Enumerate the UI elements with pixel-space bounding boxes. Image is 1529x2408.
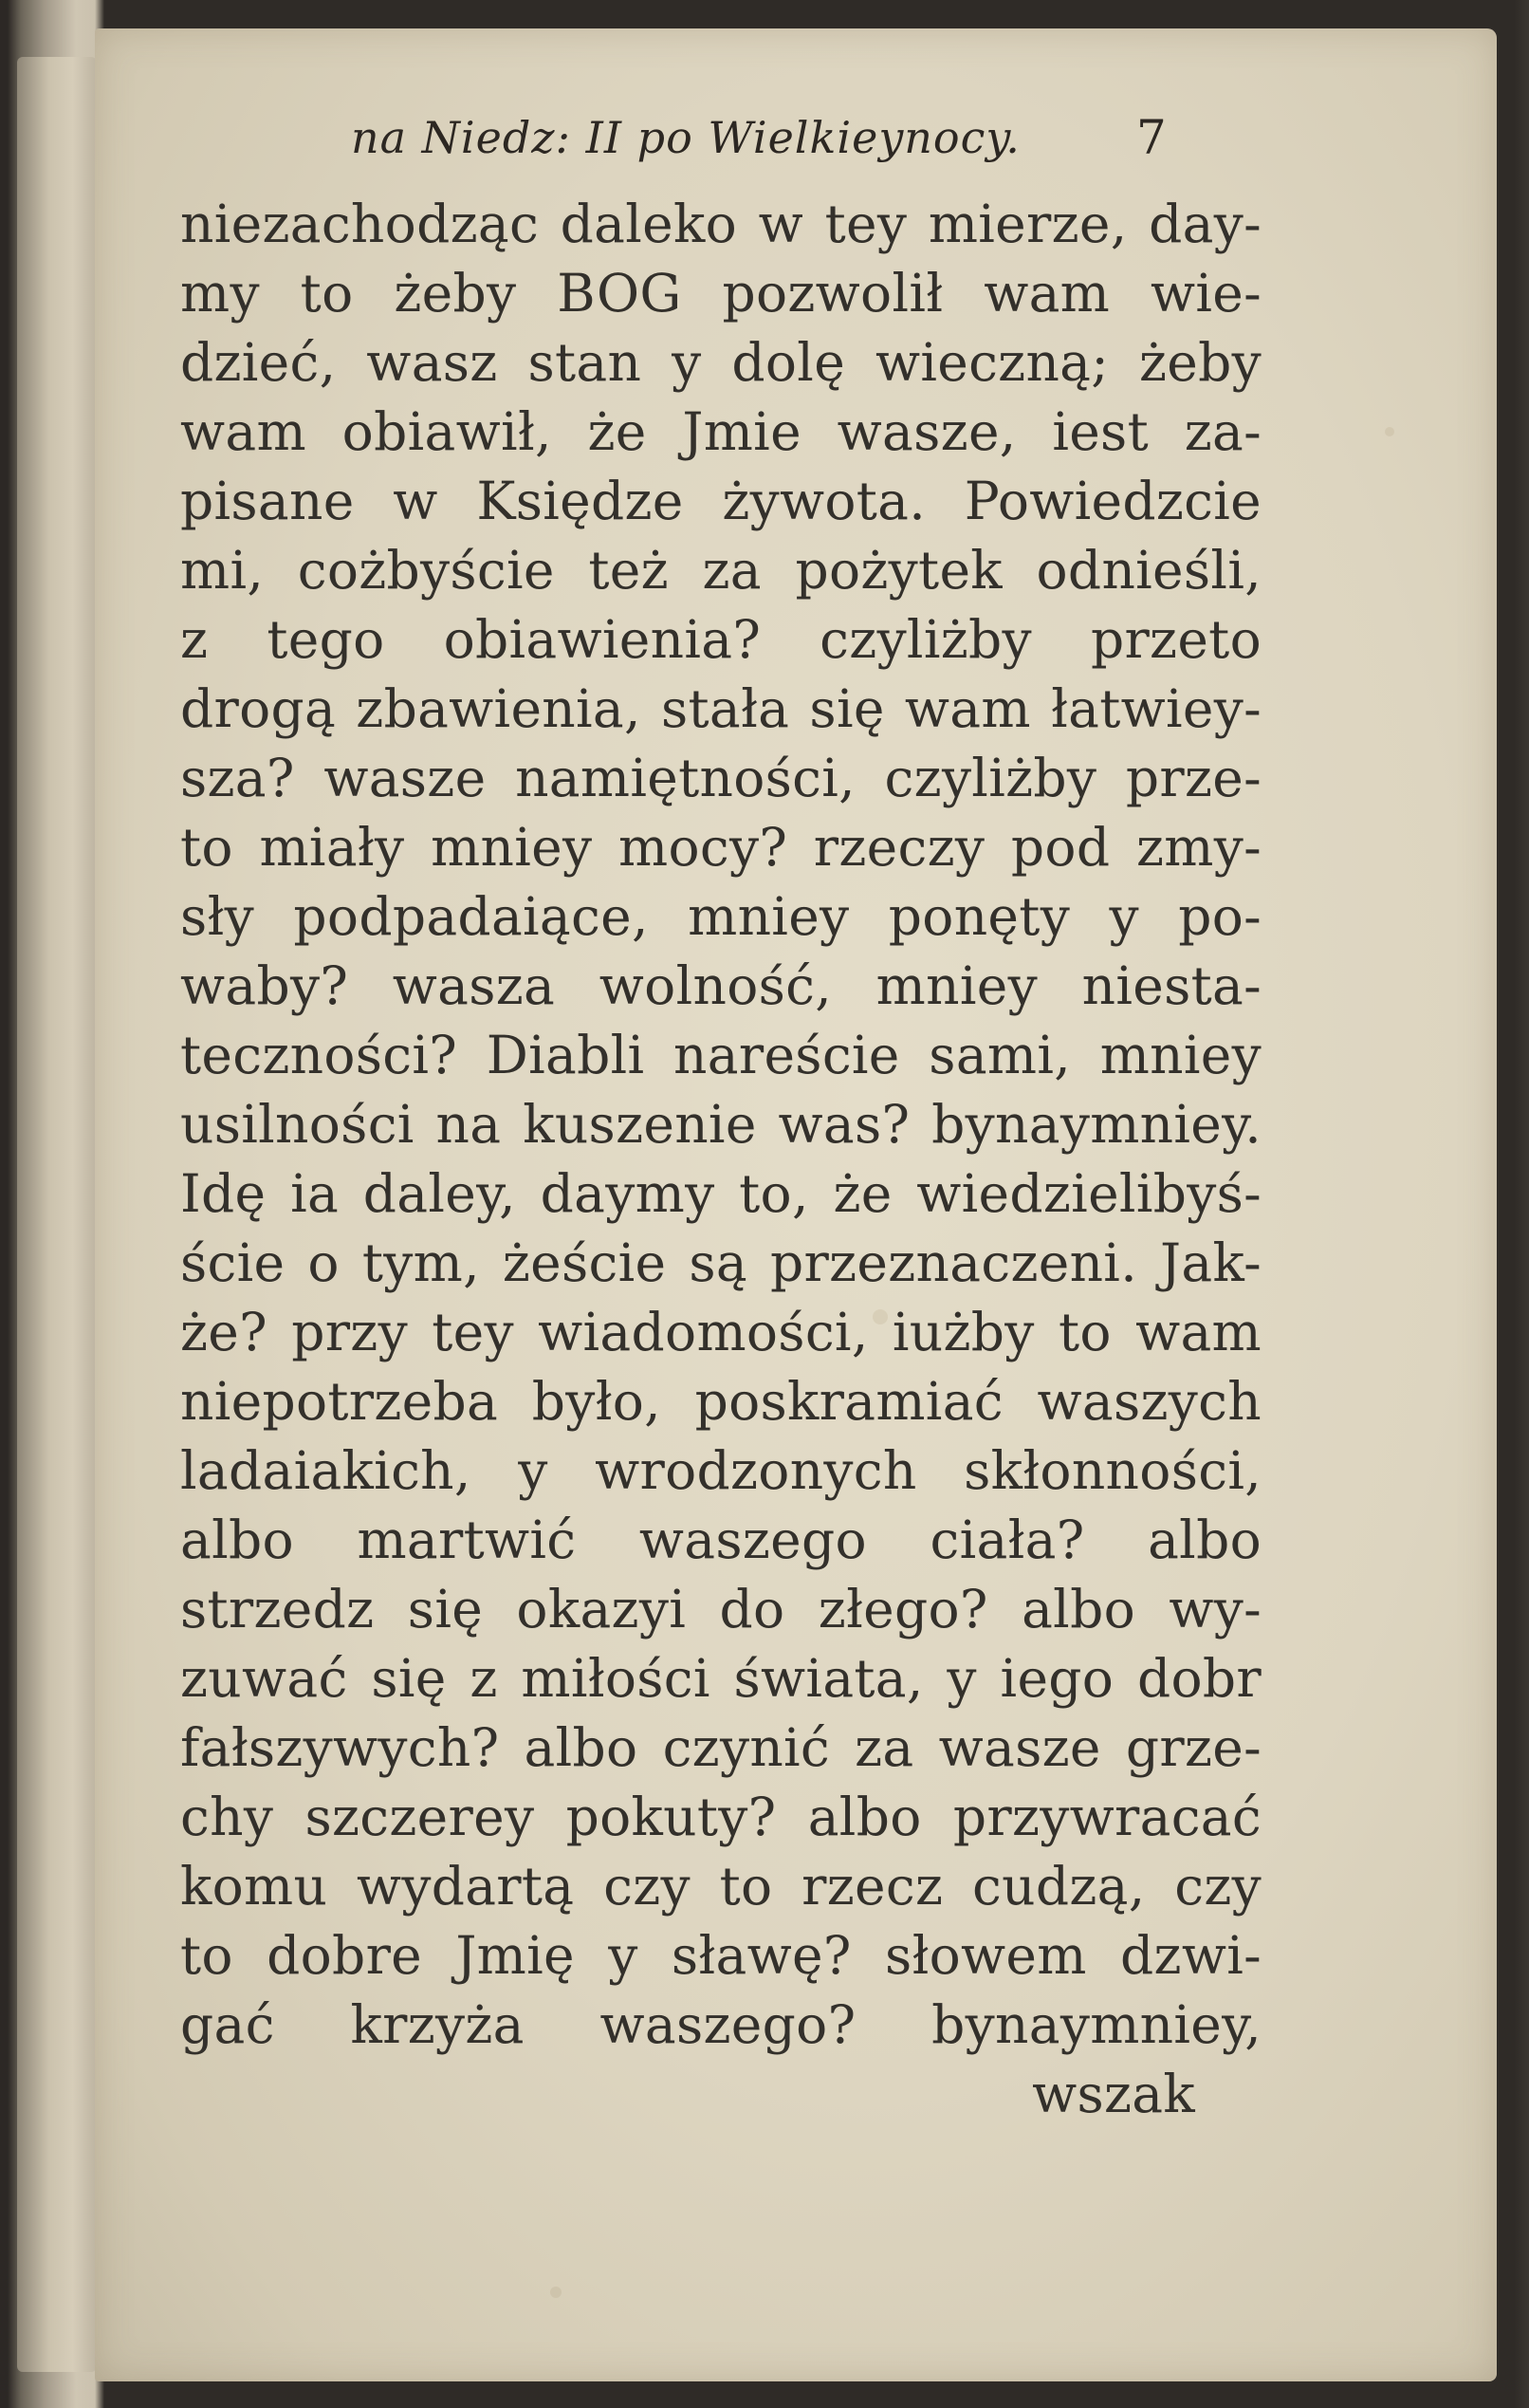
text-line: to miały mniey mocy? rzeczy pod zmy- xyxy=(180,817,1262,878)
text-line: teczności? Diabli nareście sami, mniey xyxy=(180,1025,1262,1085)
text-line: ladaiakich, y wrodzonych skłonności, xyxy=(180,1440,1262,1501)
text-line: niezachodząc daleko w tey mierze, day- xyxy=(180,194,1262,254)
foxing-spot xyxy=(550,2287,562,2298)
text-line: Idę ia daley, daymy to, że wiedzielibyś- xyxy=(180,1163,1262,1224)
text-line: fałszywych? albo czynić za wasze grze- xyxy=(180,1717,1262,1778)
text-line: dzieć, wasz stan y dolę wieczną; żeby xyxy=(180,332,1262,393)
text-line: my to żeby BOG pozwolił wam wie- xyxy=(180,263,1262,324)
text-line: sły podpadaiące, mniey ponęty y po- xyxy=(180,886,1262,947)
running-head: na Niedz: II po Wielkieynocy. xyxy=(351,112,1021,163)
text-line: komu wydartą czy to rzecz cudzą, czy xyxy=(180,1856,1262,1917)
text-line: sza? wasze namiętności, czyliżby prze- xyxy=(180,748,1262,808)
page-number: 7 xyxy=(1136,110,1167,165)
text-line: niepotrzeba było, poskramiać waszych xyxy=(180,1371,1262,1432)
text-line: mi, cożbyście też za pożytek odnieśli, xyxy=(180,540,1262,601)
text-line: gać krzyża waszego? bynaymniey, xyxy=(180,1994,1262,2055)
catchword: wszak xyxy=(1032,2064,1195,2124)
text-line: wam obiawił, że Jmie wasze, iest za- xyxy=(180,401,1262,462)
text-line: to dobre Jmię y sławę? słowem dzwi- xyxy=(180,1925,1262,1986)
page-header xyxy=(256,106,1205,192)
text-line: pisane w Księdze żywota. Powiedzcie xyxy=(180,471,1262,531)
body-text xyxy=(180,190,1262,2129)
text-line: że? przy tey wiadomości, iużby to wam xyxy=(180,1302,1262,1362)
text-line: albo martwić waszego ciała? albo xyxy=(180,1510,1262,1570)
text-line: drogą zbawienia, stała się wam łatwiey- xyxy=(180,678,1262,739)
foxing-spot xyxy=(1385,427,1394,436)
text-line: chy szczerey pokuty? albo przywracać xyxy=(180,1787,1262,1847)
text-line: usilności na kuszenie was? bynaymniey. xyxy=(180,1094,1262,1155)
text-line: z tego obiawienia? czyliżby przeto xyxy=(180,609,1262,670)
book-page-edge xyxy=(17,57,97,2372)
text-line: zuwać się z miłości świata, y iego dobr xyxy=(180,1648,1262,1709)
text-line: ście o tym, żeście są przeznaczeni. Jak- xyxy=(180,1232,1262,1293)
text-line: strzedz się okazyi do złego? albo wy- xyxy=(180,1579,1262,1639)
text-line: waby? wasza wolność, mniey niesta- xyxy=(180,955,1262,1016)
